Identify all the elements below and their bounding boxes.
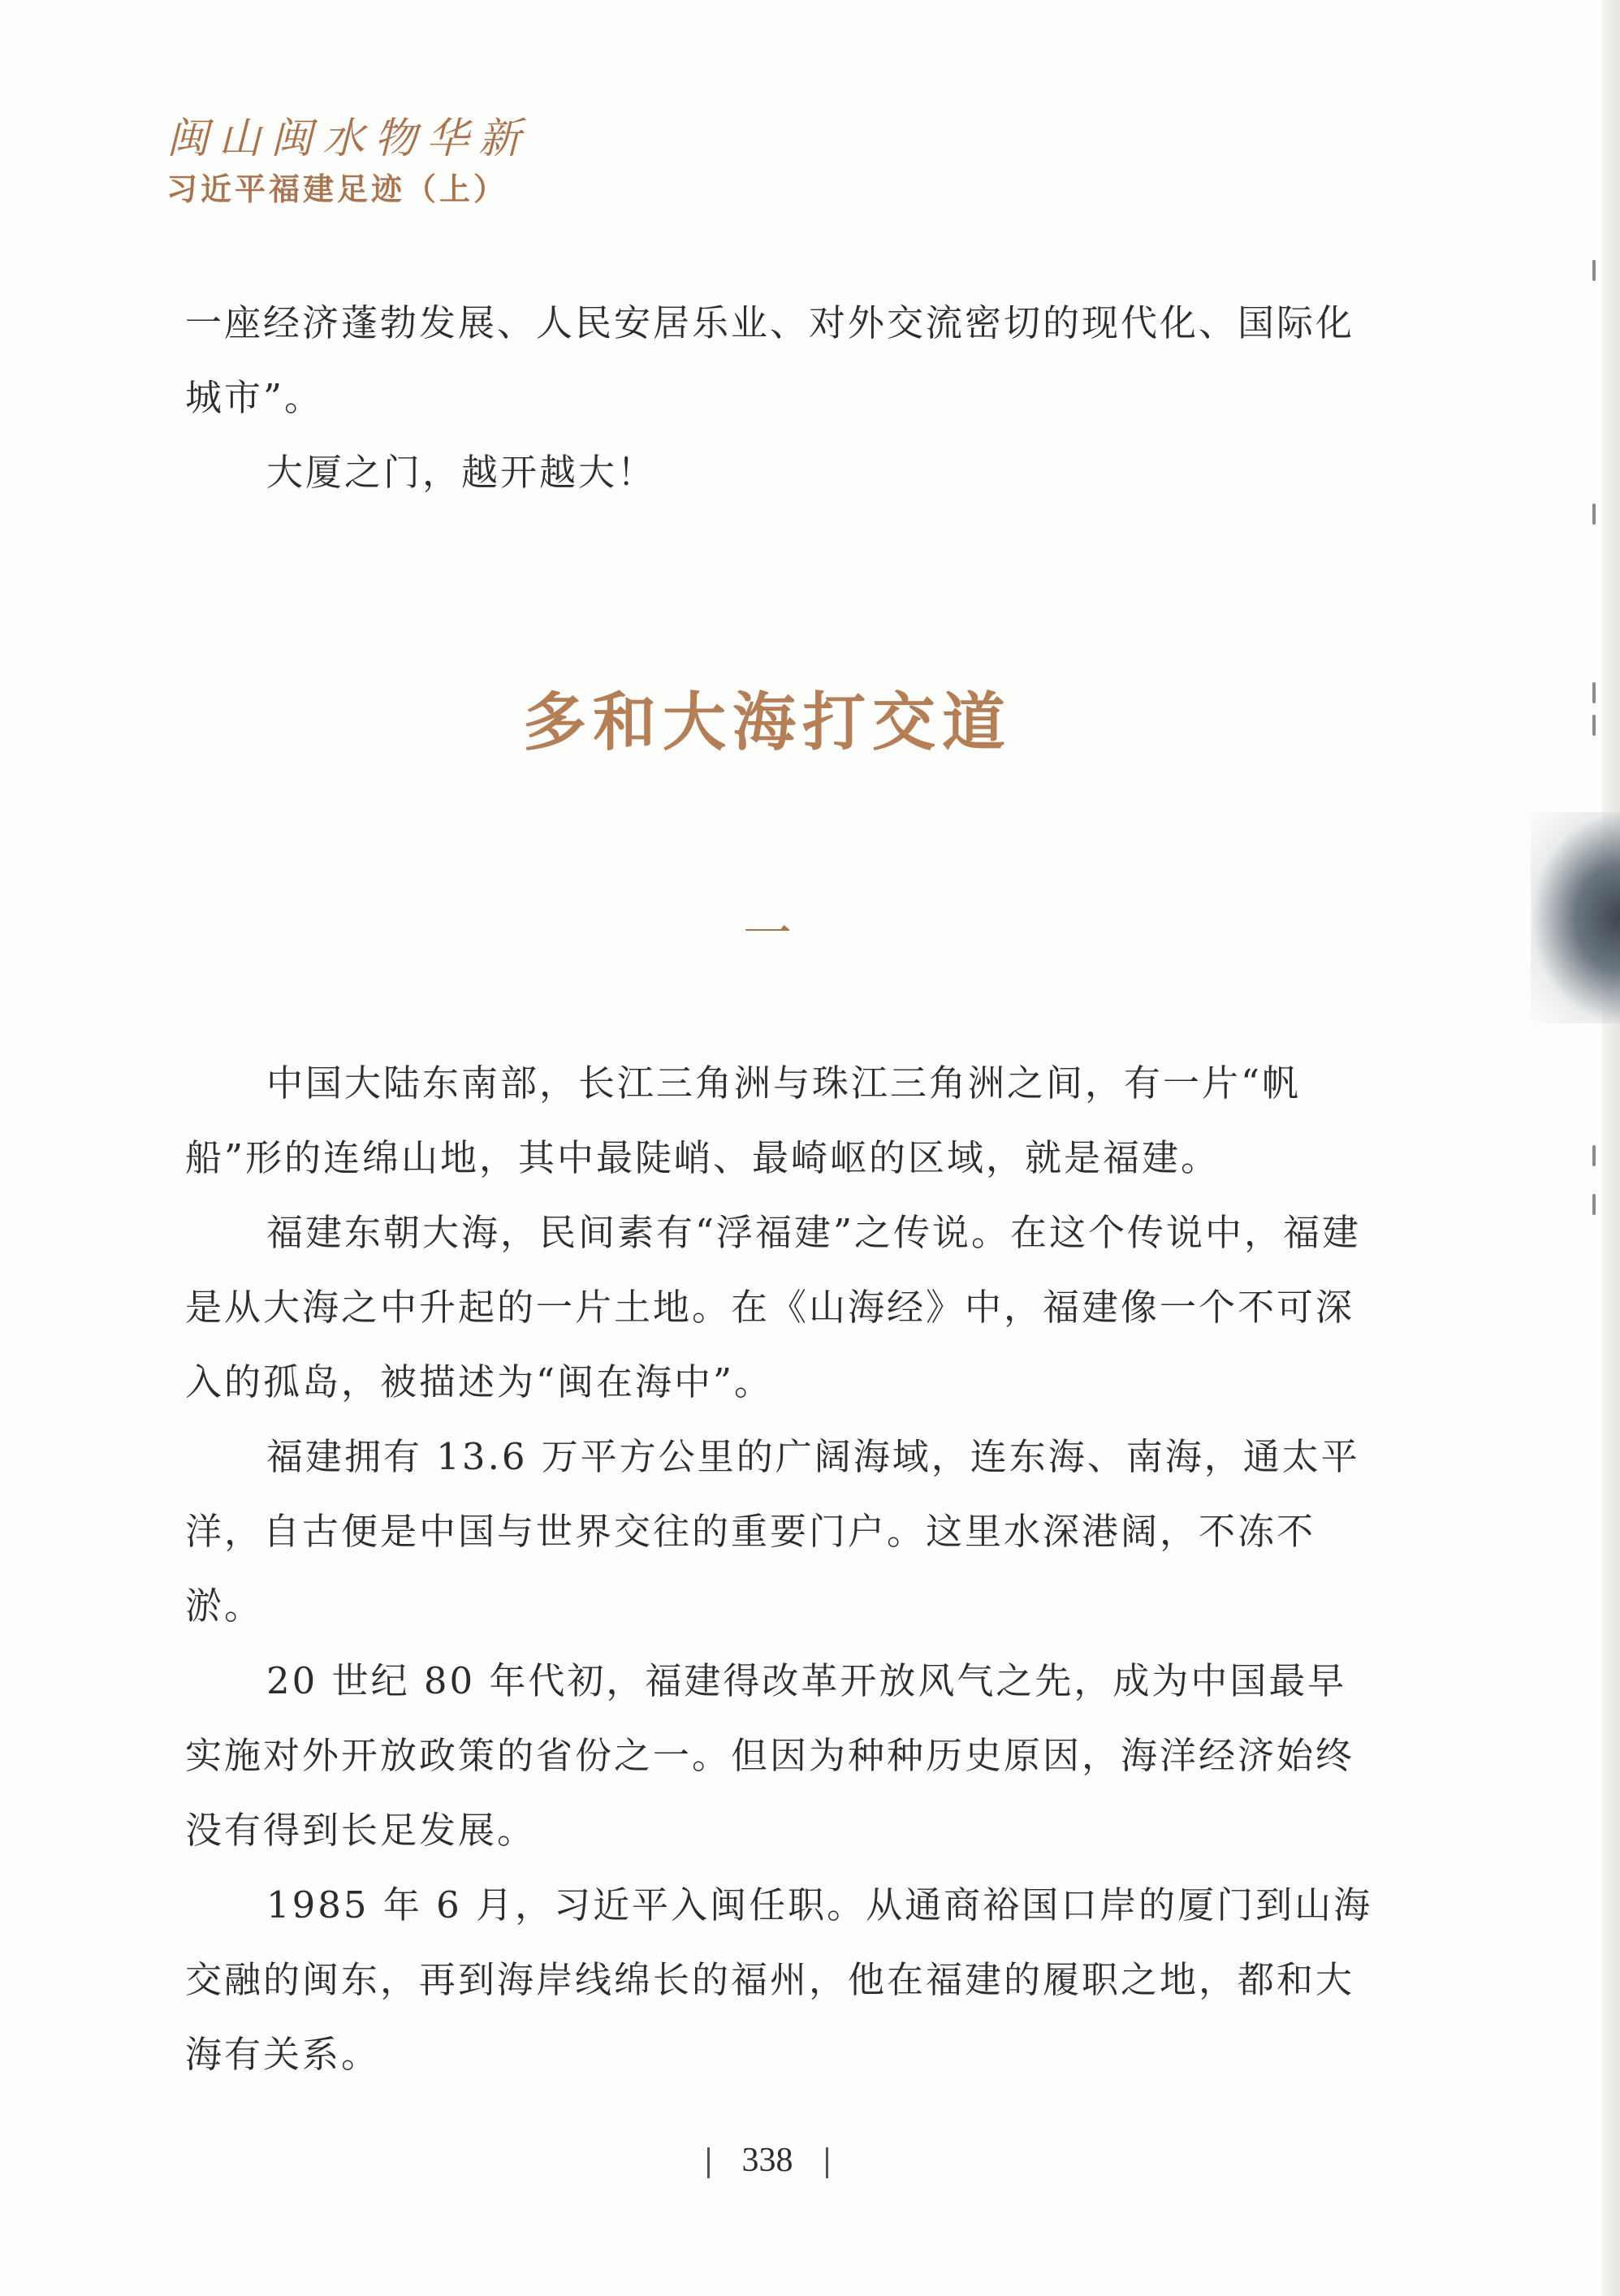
- paragraph: 大厦之门，越开越大！: [266, 451, 657, 494]
- running-head-title: 闽山闽水物华新: [166, 115, 531, 163]
- footer-divider: [707, 2147, 710, 2178]
- scan-shadow: [1531, 812, 1620, 1023]
- paragraph: 中国大陆东南部，长江三角洲与珠江三角洲之间，有一片“帆船”形的连绵山地，其中最陡峭、最崎岖的区域，就是福建。: [185, 1062, 1302, 1179]
- paragraph: 福建拥有 13.6 万平方公里的广阔海域，连东海、南海，通太平洋，自古便是中国与世界交往的重要门户。这里水深港阔，不冻不淤。: [185, 1435, 1360, 1628]
- paragraph: 20 世纪 80 年代初，福建得改革开放风气之先，成为中国最早实施对外开放政策的省份之一。但因为种种历史原因，海洋经济始终没有得到长足发展。: [185, 1659, 1355, 1852]
- chapter-title: 多和大海打交道: [522, 685, 1012, 759]
- footer-divider: [826, 2147, 828, 2178]
- paragraph: 一座经济蓬勃发展、人民安居乐业、对外交流密切的现代化、国际化城市”。: [185, 301, 1355, 419]
- section-number: 一: [743, 906, 792, 962]
- running-head: [166, 114, 530, 210]
- paragraph: 1985 年 6 月，习近平入闽任职。从通商裕国口岸的厦门到山海交融的闽东，再到海岸线绵长的福州，他在福建的履职之地，都和大海有关系。: [185, 1883, 1373, 2076]
- page-number: 338: [741, 2142, 793, 2179]
- paragraph: 福建东朝大海，民间素有“浮福建”之传说。在这个传说中，福建是从大海之中升起的一片土地。在《山海经》中，福建像一个不可深入的孤岛，被描述为“闽在海中”。: [185, 1211, 1362, 1403]
- page-footer: [0, 2136, 1535, 2185]
- scan-edge-marks: [1592, 260, 1597, 1234]
- running-head-subtitle: 习近平福建足迹（上）: [166, 171, 508, 207]
- scan-edge: [1602, 0, 1620, 2296]
